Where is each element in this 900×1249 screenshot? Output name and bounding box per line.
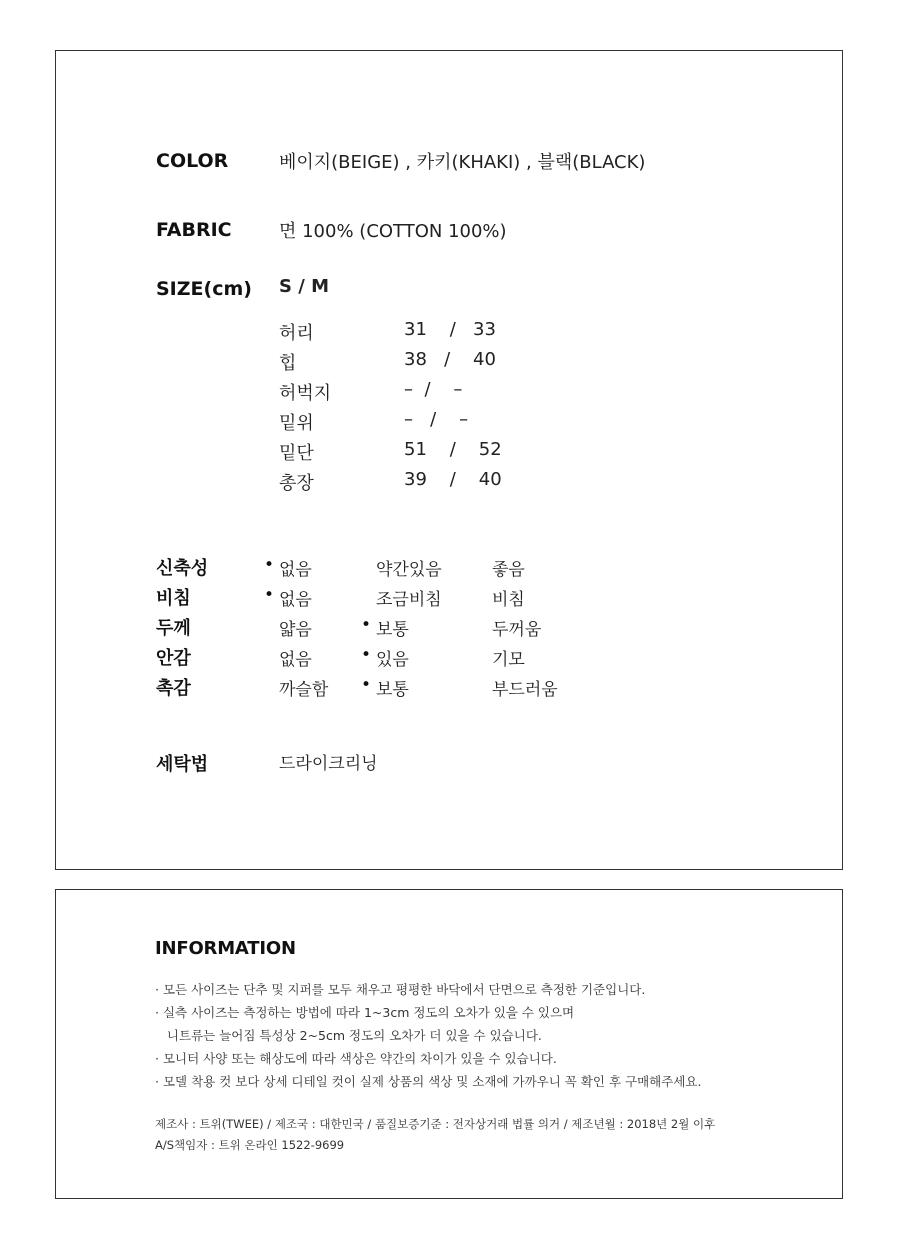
- size-row-value: – / –: [404, 409, 469, 430]
- lining-label: 안감: [156, 648, 191, 669]
- lining-option: 기모: [492, 650, 525, 670]
- info-note: · 모든 사이즈는 단추 및 지퍼를 모두 채우고 평평한 바닥에서 단면으로 측정한 기준입니다.: [155, 982, 646, 997]
- as-contact-info: A/S책임자 : 트위 온라인 1522-9699: [155, 1138, 345, 1152]
- wash-value: 드라이크리닝: [279, 754, 378, 774]
- texture-option: • 보통: [376, 675, 409, 700]
- color-value: 베이지(BEIGE) , 카키(KHAKI) , 블랙(BLACK): [279, 152, 646, 173]
- product-spec-panel: [55, 50, 843, 870]
- size-row-name: 밑단: [279, 443, 314, 464]
- texture-option: 까슬함: [279, 680, 329, 700]
- size-row-value: 39 / 40: [404, 469, 502, 490]
- size-label: SIZE(cm): [156, 278, 252, 300]
- stretch-option: • 없음: [279, 555, 312, 580]
- sheerness-label: 비침: [156, 588, 191, 609]
- size-row-value: 51 / 52: [404, 439, 502, 460]
- size-row-name: 총장: [279, 473, 314, 494]
- size-row-name: 힙: [279, 353, 297, 374]
- wash-label: 세탁법: [156, 754, 209, 775]
- lining-option: 없음: [279, 650, 312, 670]
- stretch-option: 좋음: [492, 560, 525, 580]
- fabric-label: FABRIC: [156, 219, 232, 241]
- info-note: · 모델 착용 컷 보다 상세 디테일 컷이 실제 상품의 색상 및 소재에 가까우니 꼭 확인 후 구매해주세요.: [155, 1074, 702, 1089]
- color-label: COLOR: [156, 150, 229, 172]
- info-note: 니트류는 늘어짐 특성상 2~5cm 정도의 오차가 더 있을 수 있습니다.: [155, 1028, 542, 1043]
- lining-option: • 있음: [376, 645, 409, 670]
- thickness-label: 두께: [156, 618, 191, 639]
- information-title: INFORMATION: [155, 938, 296, 959]
- size-row-value: – / –: [404, 379, 463, 400]
- fabric-value: 면 100% (COTTON 100%): [279, 221, 507, 242]
- stretch-option: 약간있음: [376, 560, 442, 580]
- size-row-name: 허벅지: [279, 383, 332, 404]
- thickness-option: 얇음: [279, 620, 312, 640]
- texture-option: 부드러움: [492, 680, 558, 700]
- thickness-option: 두꺼움: [492, 620, 542, 640]
- info-note: · 실측 사이즈는 측정하는 방법에 따라 1~3cm 정도의 오차가 있을 수 있으며: [155, 1005, 575, 1020]
- sheerness-option: 조금비침: [376, 590, 442, 610]
- manufacturer-info: 제조사 : 트위(TWEE) / 제조국 : 대한민국 / 품질보증기준 : 전자상거래 법률 의거 / 제조년월 : 2018년 2월 이후: [155, 1117, 716, 1131]
- size-row-name: 밑위: [279, 413, 314, 434]
- size-row-value: 31 / 33: [404, 319, 496, 340]
- stretch-label: 신축성: [156, 558, 209, 579]
- thickness-option: • 보통: [376, 615, 409, 640]
- texture-label: 촉감: [156, 678, 191, 699]
- sheerness-option: • 없음: [279, 585, 312, 610]
- size-row-value: 38 / 40: [404, 349, 496, 370]
- information-panel: [55, 889, 843, 1199]
- sheerness-option: 비침: [492, 590, 525, 610]
- size-row-name: 허리: [279, 323, 314, 344]
- size-header: S / M: [279, 276, 329, 297]
- info-note: · 모니터 사양 또는 해상도에 따라 색상은 약간의 차이가 있을 수 있습니다.: [155, 1051, 557, 1066]
